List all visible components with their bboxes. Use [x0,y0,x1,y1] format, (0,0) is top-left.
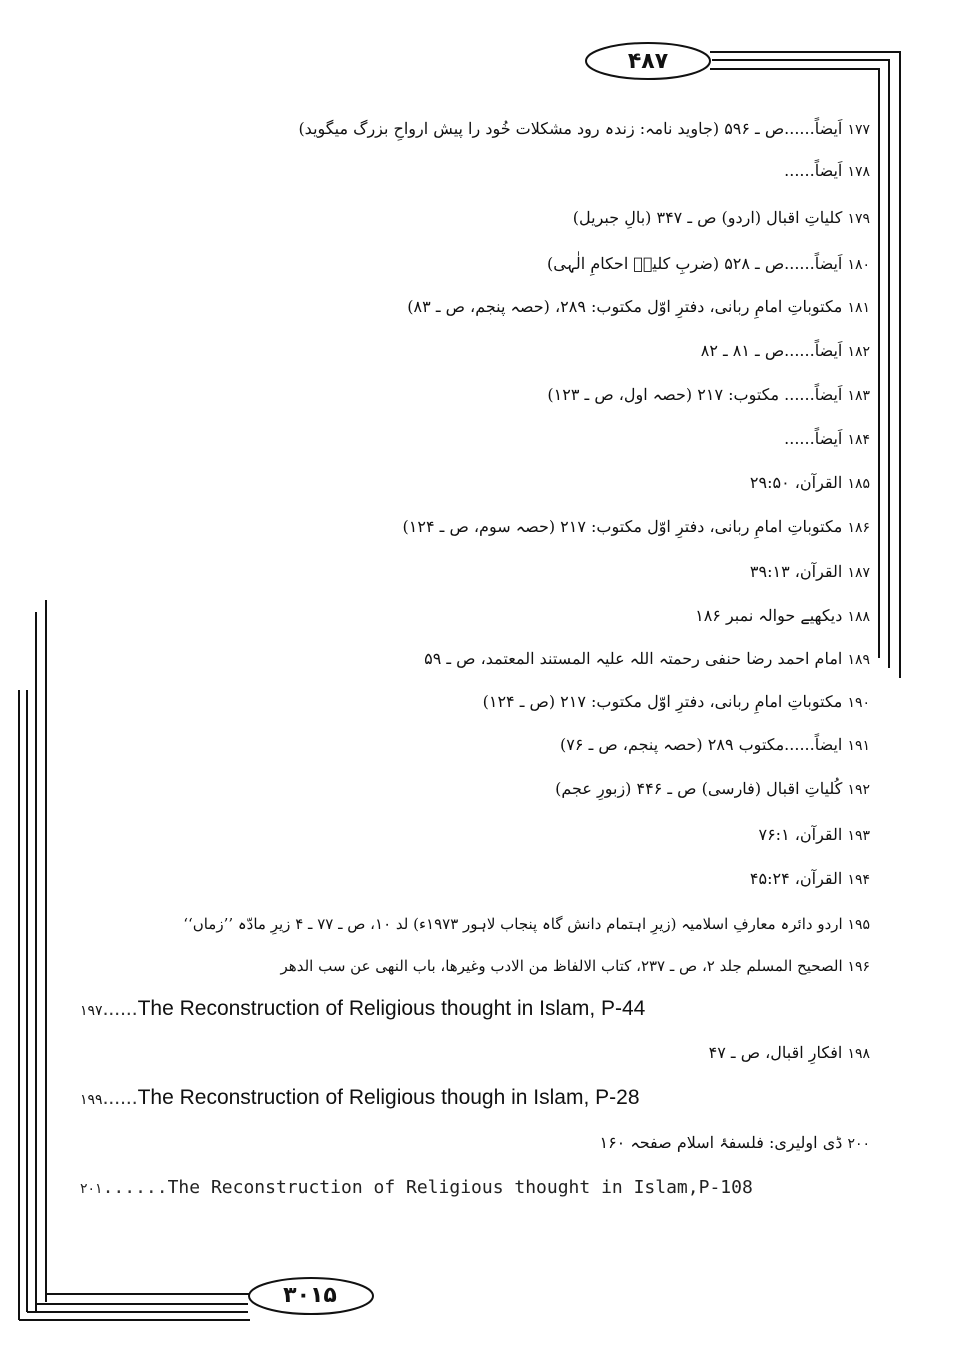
footnote-189: ۱۸۹ امام احمد رضا حنفی رحمتہ اللہ علیہ المستند المعتمد، ص ـ ۵۹ [424,649,870,668]
footnote-195: ۱۹۵ اردو دائرہ معارفِ اسلامیہ (زیرِ اہتمام دانش گاہ پنجاب لاہور ۱۹۷۳ء) لد ۱۰، ص ـ ۷۷ ـ ۴ زیرِ مادّہ ’’زماں‘‘ [183,915,870,933]
footnote-178: ۱۷۸ اَیضاً...... [784,161,870,180]
footnote-183: ۱۸۳ اَیضاً...... مکتوب: ۲۱۷ (حصہ اول، ص ـ ۱۲۳) [547,385,870,404]
footnote-177: ۱۷۷ اَیضاً......ص ـ ۵۹۶ (جاوید نامہ: زندہ رود مشکلات خُود را پیش ارواحِ بزرگ میگوید) [298,119,870,138]
footnote-192: ۱۹۲ کُلیاتِ اقبال (فارسی) ص ـ ۴۴۶ (زبورِ عجم) [555,779,870,798]
footnote-191: ۱۹۱ ایضاً......مکتوب ۲۸۹ (حصہ پنجم، ص ـ ۷۶) [560,735,870,754]
bottom-page-number: ۳۰۱۵ [283,1282,337,1308]
footnote-200: ۲۰۰ ڈی اولیری: فلسفۂ اسلام صفحہ ۱۶۰ [599,1133,870,1152]
footnote-197: ۱۹۷......The Reconstruction of Religious thought in Islam, P-44 [80,997,646,1020]
footnote-190: ۱۹۰ مکتوباتِ امامِ ربانی، دفترِ اوّل مکتوب: ۲۱۷ (ص ـ ۱۲۴) [482,692,870,711]
footnote-180: ۱۸۰ اَیضاً......ص ـ ۵۲۸ (ضربِ کلیمؔ احکامِ الٰہی) [546,254,870,273]
top-page-number: ۴۸۷ [627,48,669,74]
footnote-186: ۱۸۶ مکتوباتِ امامِ ربانی، دفترِ اوّل مکتوب: ۲۱۷ (حصہ سوم، ص ـ ۱۲۴) [402,517,870,536]
footnote-182: ۱۸۲ اَیضاً......ص ـ ۸۱ ـ ۸۲ [700,341,870,360]
footnote-184: ۱۸۴ اَیضاً...... [784,429,870,448]
footnote-201: ۲۰۱......The Reconstruction of Religious thought in Islam,P-108 [80,1177,753,1198]
footnote-198: ۱۹۸ افکارِ اقبال، ص ـ ۴۷ [708,1043,870,1062]
footnote-188: ۱۸۸ دیکھیے حوالہ نمبر ۱۸۶ [695,606,870,625]
footnote-185: ۱۸۵ القرآن، ۲۹:۵۰ [749,473,870,492]
footnote-193: ۱۹۳ القرآن، ۷۶:۱ [758,825,870,844]
footnote-199: ۱۹۹......The Reconstruction of Religious though in Islam, P-28 [80,1086,640,1109]
footnote-194: ۱۹۴ القرآن، ۴۵:۲۴ [749,869,870,888]
footnote-196: ۱۹۶ الصحیح المسلم جلد ۲، ص ـ ۲۳۷، کتاب الالفاظ من الادب وغیرھا، باب النھی عن سب الدھر [280,957,870,975]
footnote-179: ۱۷۹ کلیاتِ اقبال (اردو) ص ـ ۳۴۷ (بالِ جبریل) [572,208,870,227]
footnote-187: ۱۸۷ القرآن، ۳۹:۱۳ [749,562,870,581]
footnote-181: ۱۸۱ مکتوباتِ امامِ ربانی، دفترِ اوّل مکتوب: ۲۸۹، (حصہ پنجم، ص ـ ۸۳) [407,297,870,316]
